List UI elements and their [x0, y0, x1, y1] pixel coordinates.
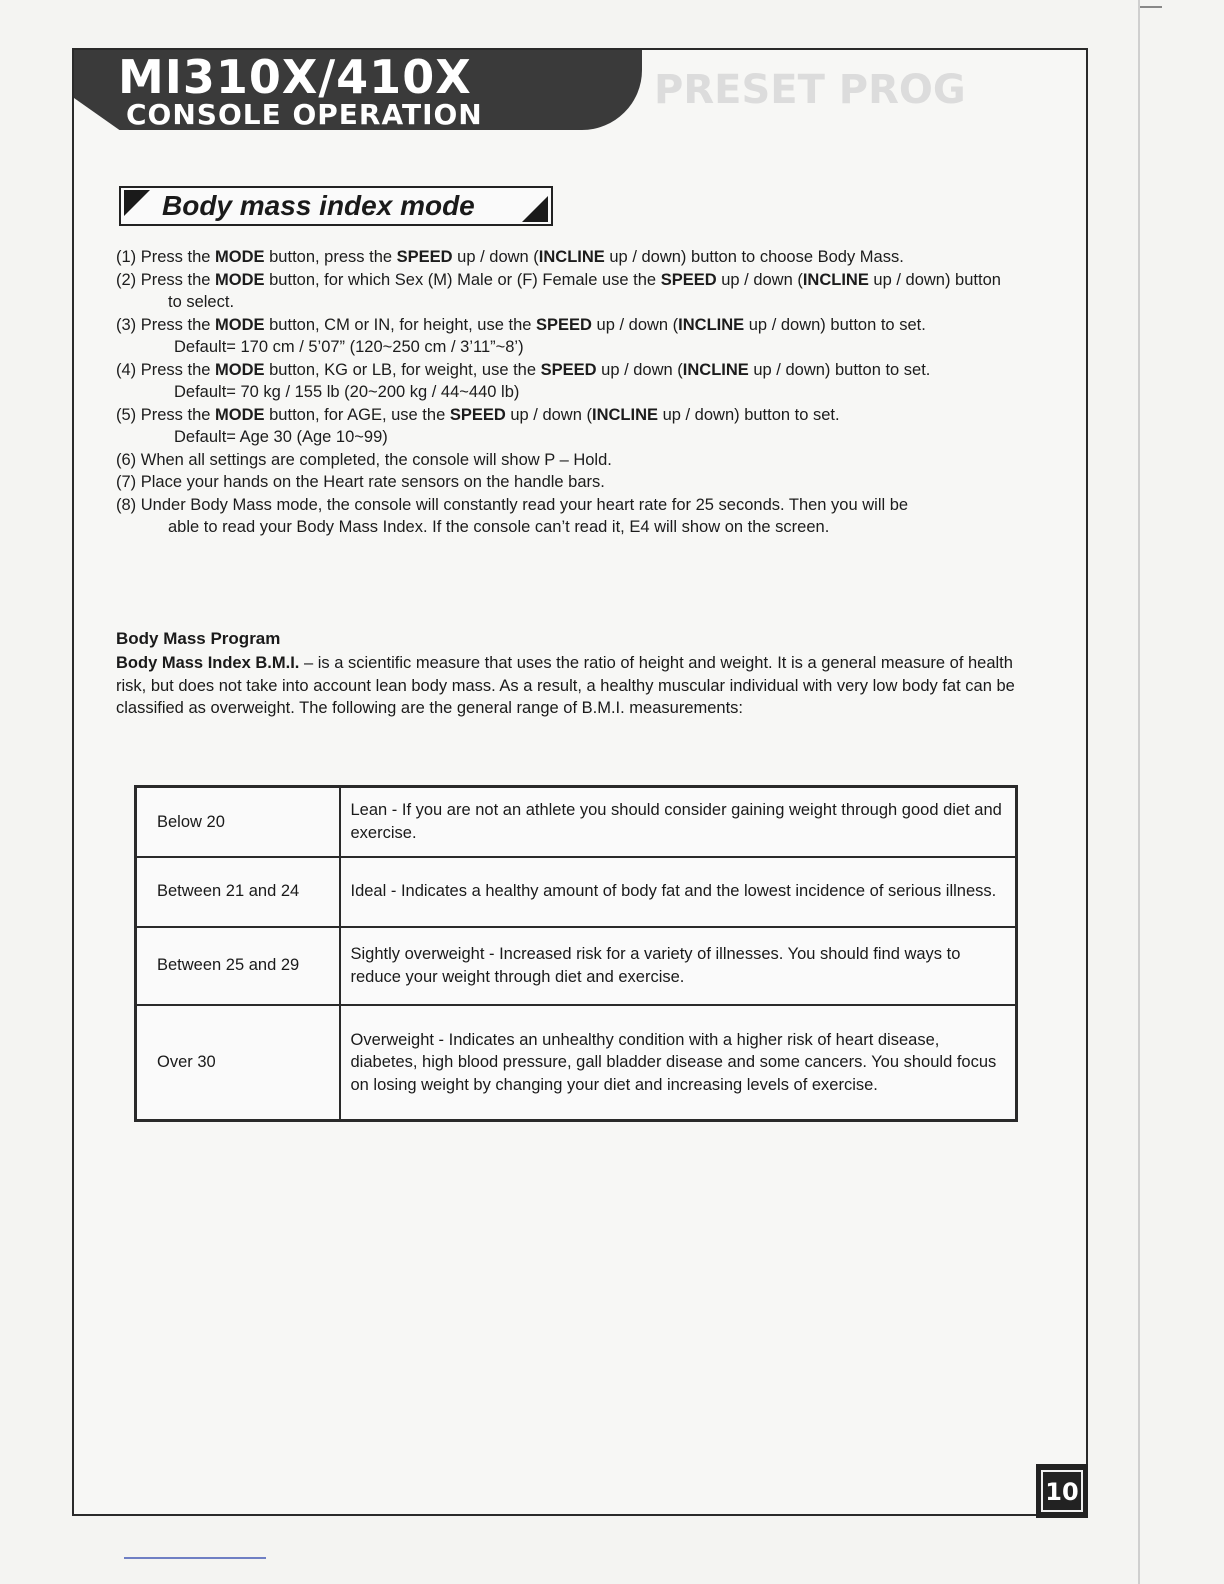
- bmi-range: Between 25 and 29: [136, 927, 340, 1005]
- bmi-table: [134, 785, 1018, 1122]
- button-keyword: SPEED: [660, 270, 717, 289]
- step-number: (3): [116, 315, 141, 334]
- step-text: up / down) button: [868, 270, 1001, 289]
- button-keyword: MODE: [215, 315, 265, 334]
- button-keyword: INCLINE: [678, 315, 745, 334]
- button-keyword: MODE: [215, 405, 265, 424]
- step-text: Press the: [140, 270, 216, 289]
- bleed-through-text: PRESET PROG: [654, 67, 966, 113]
- step-text: Press the: [140, 315, 216, 334]
- button-keyword: INCLINE: [802, 270, 869, 289]
- bmi-term: Body Mass Index B.M.I.: [116, 654, 300, 672]
- step-text: up / down) button to set.: [744, 315, 926, 334]
- bmi-row: [136, 787, 1017, 857]
- step-text: Under Body Mass mode, the console will constantly read your heart rate for 25 seconds. Then you will be: [140, 495, 909, 514]
- step-number: (6): [116, 450, 141, 469]
- bmi-range: Between 21 and 24: [136, 857, 340, 927]
- button-keyword: MODE: [215, 270, 265, 289]
- step-text: button, for AGE, use the: [264, 405, 450, 424]
- bmi-definition: – is a scientific measure that uses the ratio of height and weight. It is a general measure of health risk, but does not take into account lean body mass. As a result, a healthy muscular individual with very low body fat can be classified as overweight. The following are the general range of B.M.I. measurements:: [116, 654, 1015, 717]
- step-text: Place your hands on the Heart rate sensors on the handle bars.: [140, 473, 605, 491]
- step-text: button, KG or LB, for weight, use the: [264, 360, 541, 379]
- step-number: (7): [116, 473, 141, 491]
- button-keyword: SPEED: [396, 248, 453, 266]
- step-text: Press the: [140, 248, 216, 266]
- button-keyword: INCLINE: [591, 405, 658, 424]
- bmi-description: Overweight - Indicates an unhealthy condition with a higher risk of heart disease, diabetes, high blood pressure, gall bladder disease and some cancers. You should focus on losing weight by changing your diet and increasing levels of exercise.: [340, 1005, 1017, 1121]
- bmi-description: Sightly overweight - Increased risk for a variety of illnesses. You should find ways to reduce your weight through diet and exercise.: [340, 927, 1017, 1005]
- bmi-row: [136, 1005, 1017, 1121]
- program-description: [116, 652, 1028, 720]
- model-title: MI310X/410X: [118, 50, 472, 104]
- flag-right-icon: [522, 196, 548, 222]
- flag-left-icon: [124, 190, 150, 216]
- instruction-steps: [116, 246, 1036, 539]
- step-text: up / down (: [591, 315, 679, 334]
- step-number: (4): [116, 360, 141, 379]
- button-keyword: SPEED: [536, 315, 592, 334]
- step-text: up / down (: [716, 270, 803, 289]
- step-item: [116, 246, 1036, 269]
- step-text: button, for which Sex (M) Male or (F) Female use the: [264, 270, 661, 289]
- step-number: (1): [116, 248, 141, 266]
- step-number: (8): [116, 495, 141, 514]
- step-default: Default= 170 cm / 5’07” (120~250 cm / 3’11”~8’): [174, 338, 524, 356]
- bmi-description: Lean - If you are not an athlete you should consider gaining weight through good diet and exercise.: [340, 787, 1017, 857]
- section-title: Body mass index mode: [162, 190, 475, 221]
- bmi-range: Below 20: [136, 787, 340, 857]
- step-text: Press the: [140, 360, 216, 379]
- step-continuation: to select.: [168, 293, 235, 311]
- page-number: 10: [1041, 1470, 1083, 1512]
- button-keyword: MODE: [215, 248, 265, 266]
- step-item: [116, 449, 1036, 472]
- step-item: [116, 269, 1036, 314]
- program-title: Body Mass Program: [116, 629, 281, 648]
- step-item: [116, 494, 1036, 539]
- step-default: Default= Age 30 (Age 10~99): [174, 428, 388, 446]
- step-text: up / down (: [596, 360, 683, 379]
- bmi-row: [136, 857, 1017, 927]
- button-keyword: SPEED: [449, 405, 506, 424]
- bmi-range: Over 30: [136, 1005, 340, 1121]
- step-text: When all settings are completed, the console will show P – Hold.: [140, 450, 612, 469]
- bmi-description: Ideal - Indicates a healthy amount of body fat and the lowest incidence of serious illness.: [340, 857, 1017, 927]
- button-keyword: SPEED: [540, 360, 597, 379]
- step-text: button, press the: [264, 248, 397, 266]
- step-text: button, CM or IN, for height, use the: [264, 315, 537, 334]
- step-text: up / down) button to set.: [657, 405, 840, 424]
- button-keyword: MODE: [215, 360, 265, 379]
- button-keyword: INCLINE: [682, 360, 749, 379]
- step-text: up / down) button to set.: [748, 360, 931, 379]
- step-item: [116, 314, 1036, 359]
- bmi-row: [136, 927, 1017, 1005]
- step-default: Default= 70 kg / 155 lb (20~200 kg / 44~440 lb): [174, 383, 520, 401]
- step-continuation: able to read your Body Mass Index. If the console can’t read it, E4 will show on the screen.: [168, 518, 830, 536]
- console-operation-subtitle: CONSOLE OPERATION: [126, 98, 483, 131]
- scan-edge: [1138, 0, 1140, 1584]
- scan-mark: [1140, 6, 1162, 8]
- step-number: (2): [116, 270, 141, 289]
- step-item: [116, 471, 1036, 494]
- step-number: (5): [116, 405, 141, 424]
- step-text: up / down) button to choose Body Mass.: [604, 248, 904, 266]
- step-text: up / down (: [452, 248, 539, 266]
- step-item: [116, 359, 1036, 404]
- step-text: Press the: [140, 405, 216, 424]
- button-keyword: INCLINE: [538, 248, 605, 266]
- step-text: up / down (: [505, 405, 592, 424]
- scan-line: [124, 1557, 266, 1559]
- step-item: [116, 404, 1036, 449]
